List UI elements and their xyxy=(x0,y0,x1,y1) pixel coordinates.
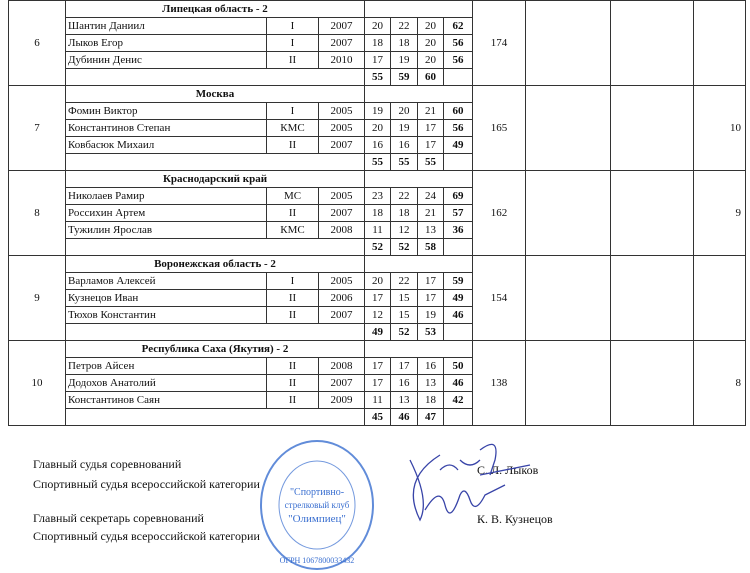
athlete-year: 2008 xyxy=(319,222,365,239)
athlete-sum: 36 xyxy=(444,222,473,239)
series-total: 46 xyxy=(391,409,418,426)
team-region: Москва xyxy=(66,86,365,103)
athlete-year: 2007 xyxy=(319,35,365,52)
athlete-year: 2005 xyxy=(319,120,365,137)
series-1-score: 17 xyxy=(365,52,391,69)
series-total: 45 xyxy=(365,409,391,426)
athlete-year: 2007 xyxy=(319,307,365,324)
series-1-score: 17 xyxy=(365,358,391,375)
series-2-score: 13 xyxy=(391,392,418,409)
athlete-rank: I xyxy=(267,273,319,290)
athlete-year: 2005 xyxy=(319,103,365,120)
extra-cell-1 xyxy=(526,341,611,426)
series-total: 58 xyxy=(418,239,444,256)
athlete-rank: II xyxy=(267,375,319,392)
extra-cell-1 xyxy=(526,86,611,171)
blank-cell xyxy=(444,324,473,341)
athlete-sum: 57 xyxy=(444,205,473,222)
athlete-sum: 42 xyxy=(444,392,473,409)
series-1-score: 23 xyxy=(365,188,391,205)
series-3-score: 20 xyxy=(418,52,444,69)
athlete-name: Кузнецов Иван xyxy=(66,290,267,307)
series-2-score: 19 xyxy=(391,120,418,137)
secretary-name: К. В. Кузнецов xyxy=(477,512,553,526)
stamp-ogrn: ОГРН 1067800033432 xyxy=(279,556,355,565)
team-region: Республика Саха (Якутия) - 2 xyxy=(66,341,365,358)
series-3-score: 17 xyxy=(418,290,444,307)
series-total: 55 xyxy=(418,154,444,171)
athlete-year: 2010 xyxy=(319,52,365,69)
athlete-name: Тужилин Ярослав xyxy=(66,222,267,239)
series-1-score: 11 xyxy=(365,222,391,239)
place-number: 10 xyxy=(9,341,66,426)
series-2-score: 16 xyxy=(391,375,418,392)
secretary-category: Спортивный судья всероссийской категории xyxy=(33,529,260,543)
athlete-sum: 56 xyxy=(444,120,473,137)
athlete-sum: 49 xyxy=(444,290,473,307)
series-2-score: 16 xyxy=(391,137,418,154)
series-total: 55 xyxy=(391,154,418,171)
athlete-sum: 69 xyxy=(444,188,473,205)
athlete-sum: 46 xyxy=(444,307,473,324)
series-3-score: 24 xyxy=(418,188,444,205)
athlete-name: Додохов Анатолий xyxy=(66,375,267,392)
blank-cell xyxy=(365,256,473,273)
final-points: 9 xyxy=(694,171,746,256)
stamp-line3: "Олимпиец" xyxy=(288,513,346,525)
blank-cell xyxy=(444,409,473,426)
series-3-score: 19 xyxy=(418,307,444,324)
stamp-line1: "Спортивно- xyxy=(289,487,345,498)
athlete-name: Дубинин Денис xyxy=(66,52,267,69)
athlete-rank: I xyxy=(267,35,319,52)
series-2-score: 22 xyxy=(391,18,418,35)
blank-cell xyxy=(365,171,473,188)
team-region: Липецкая область - 2 xyxy=(66,1,365,18)
blank-cell xyxy=(365,341,473,358)
final-points xyxy=(694,1,746,86)
series-2-score: 22 xyxy=(391,188,418,205)
athlete-sum: 56 xyxy=(444,35,473,52)
series-1-score: 18 xyxy=(365,35,391,52)
athlete-year: 2009 xyxy=(319,392,365,409)
series-3-score: 17 xyxy=(418,273,444,290)
place-number: 9 xyxy=(9,256,66,341)
athlete-name: Лыков Егор xyxy=(66,35,267,52)
team-header-row xyxy=(9,86,746,103)
series-3-score: 18 xyxy=(418,392,444,409)
athlete-rank: II xyxy=(267,290,319,307)
athlete-sum: 50 xyxy=(444,358,473,375)
team-region: Краснодарский край xyxy=(66,171,365,188)
series-1-score: 11 xyxy=(365,392,391,409)
series-1-score: 17 xyxy=(365,375,391,392)
team-header-row xyxy=(9,256,746,273)
series-total: 53 xyxy=(418,324,444,341)
extra-cell-2 xyxy=(611,171,694,256)
team-total: 165 xyxy=(473,86,526,171)
secretary-title: Главный секретарь соревнований xyxy=(33,511,204,525)
series-3-score: 17 xyxy=(418,120,444,137)
extra-cell-2 xyxy=(611,1,694,86)
team-total: 162 xyxy=(473,171,526,256)
athlete-rank: I xyxy=(267,18,319,35)
series-total: 59 xyxy=(391,69,418,86)
series-1-score: 20 xyxy=(365,120,391,137)
series-1-score: 16 xyxy=(365,137,391,154)
team-total: 174 xyxy=(473,1,526,86)
extra-cell-2 xyxy=(611,256,694,341)
extra-cell-2 xyxy=(611,341,694,426)
athlete-sum: 60 xyxy=(444,103,473,120)
team-header-row xyxy=(9,1,746,18)
series-3-score: 17 xyxy=(418,137,444,154)
blank-cell xyxy=(444,154,473,171)
series-1-score: 12 xyxy=(365,307,391,324)
place-number: 8 xyxy=(9,171,66,256)
series-total: 52 xyxy=(365,239,391,256)
blank-cell xyxy=(66,324,365,341)
athlete-sum: 62 xyxy=(444,18,473,35)
athlete-rank: II xyxy=(267,358,319,375)
judge-name: С. Л. Лыков xyxy=(477,463,539,477)
athlete-year: 2007 xyxy=(319,18,365,35)
blank-cell xyxy=(66,69,365,86)
athlete-name: Константинов Степан xyxy=(66,120,267,137)
series-3-score: 20 xyxy=(418,35,444,52)
final-points xyxy=(694,256,746,341)
athlete-year: 2008 xyxy=(319,358,365,375)
athlete-year: 2007 xyxy=(319,375,365,392)
judge-title: Главный судья соревнований xyxy=(33,457,182,471)
extra-cell-1 xyxy=(526,1,611,86)
athlete-sum: 59 xyxy=(444,273,473,290)
athlete-year: 2005 xyxy=(319,188,365,205)
athlete-sum: 49 xyxy=(444,137,473,154)
athlete-rank: II xyxy=(267,52,319,69)
athlete-rank: II xyxy=(267,392,319,409)
extra-cell-1 xyxy=(526,256,611,341)
series-3-score: 13 xyxy=(418,222,444,239)
blank-cell xyxy=(66,409,365,426)
athlete-rank: II xyxy=(267,307,319,324)
blank-cell xyxy=(444,69,473,86)
series-1-score: 20 xyxy=(365,18,391,35)
series-3-score: 13 xyxy=(418,375,444,392)
athlete-rank: I xyxy=(267,103,319,120)
series-1-score: 18 xyxy=(365,205,391,222)
series-total: 52 xyxy=(391,324,418,341)
blank-cell xyxy=(365,86,473,103)
blank-cell xyxy=(66,154,365,171)
team-region: Воронежская область - 2 xyxy=(66,256,365,273)
series-2-score: 19 xyxy=(391,52,418,69)
extra-cell-2 xyxy=(611,86,694,171)
place-number: 6 xyxy=(9,1,66,86)
athlete-sum: 46 xyxy=(444,375,473,392)
series-total: 55 xyxy=(365,69,391,86)
series-2-score: 15 xyxy=(391,307,418,324)
athlete-name: Шантин Даниил xyxy=(66,18,267,35)
team-total: 154 xyxy=(473,256,526,341)
series-2-score: 18 xyxy=(391,35,418,52)
series-total: 55 xyxy=(365,154,391,171)
series-total: 60 xyxy=(418,69,444,86)
final-points: 8 xyxy=(694,341,746,426)
series-1-score: 19 xyxy=(365,103,391,120)
athlete-name: Россихин Артем xyxy=(66,205,267,222)
series-total: 52 xyxy=(391,239,418,256)
blank-cell xyxy=(66,239,365,256)
athlete-year: 2007 xyxy=(319,137,365,154)
athlete-name: Константинов Саян xyxy=(66,392,267,409)
final-points: 10 xyxy=(694,86,746,171)
series-3-score: 16 xyxy=(418,358,444,375)
series-2-score: 17 xyxy=(391,358,418,375)
athlete-rank: КМС xyxy=(267,222,319,239)
judge-category: Спортивный судья всероссийской категории xyxy=(33,477,260,491)
series-2-score: 18 xyxy=(391,205,418,222)
athlete-name: Ковбасюк Михаил xyxy=(66,137,267,154)
athlete-name: Фомин Виктор xyxy=(66,103,267,120)
athlete-name: Тюхов Константин xyxy=(66,307,267,324)
blank-cell xyxy=(365,1,473,18)
series-1-score: 17 xyxy=(365,290,391,307)
series-1-score: 20 xyxy=(365,273,391,290)
series-3-score: 20 xyxy=(418,18,444,35)
athlete-year: 2007 xyxy=(319,205,365,222)
athlete-rank: КМС xyxy=(267,120,319,137)
signature-icon xyxy=(330,440,570,540)
results-table xyxy=(8,0,746,426)
series-3-score: 21 xyxy=(418,205,444,222)
athlete-year: 2005 xyxy=(319,273,365,290)
athlete-name: Петров Айсен xyxy=(66,358,267,375)
blank-cell xyxy=(444,239,473,256)
athlete-rank: II xyxy=(267,137,319,154)
series-2-score: 15 xyxy=(391,290,418,307)
place-number: 7 xyxy=(9,86,66,171)
series-3-score: 21 xyxy=(418,103,444,120)
team-total: 138 xyxy=(473,341,526,426)
athlete-rank: МС xyxy=(267,188,319,205)
athlete-name: Николаев Рамир xyxy=(66,188,267,205)
stamp-line2: стрелковый клуб xyxy=(284,500,350,510)
series-2-score: 12 xyxy=(391,222,418,239)
athlete-rank: II xyxy=(267,205,319,222)
series-2-score: 22 xyxy=(391,273,418,290)
team-header-row xyxy=(9,341,746,358)
athlete-name: Варламов Алексей xyxy=(66,273,267,290)
series-2-score: 20 xyxy=(391,103,418,120)
extra-cell-1 xyxy=(526,171,611,256)
athlete-year: 2006 xyxy=(319,290,365,307)
series-total: 49 xyxy=(365,324,391,341)
team-header-row xyxy=(9,171,746,188)
series-total: 47 xyxy=(418,409,444,426)
athlete-sum: 56 xyxy=(444,52,473,69)
